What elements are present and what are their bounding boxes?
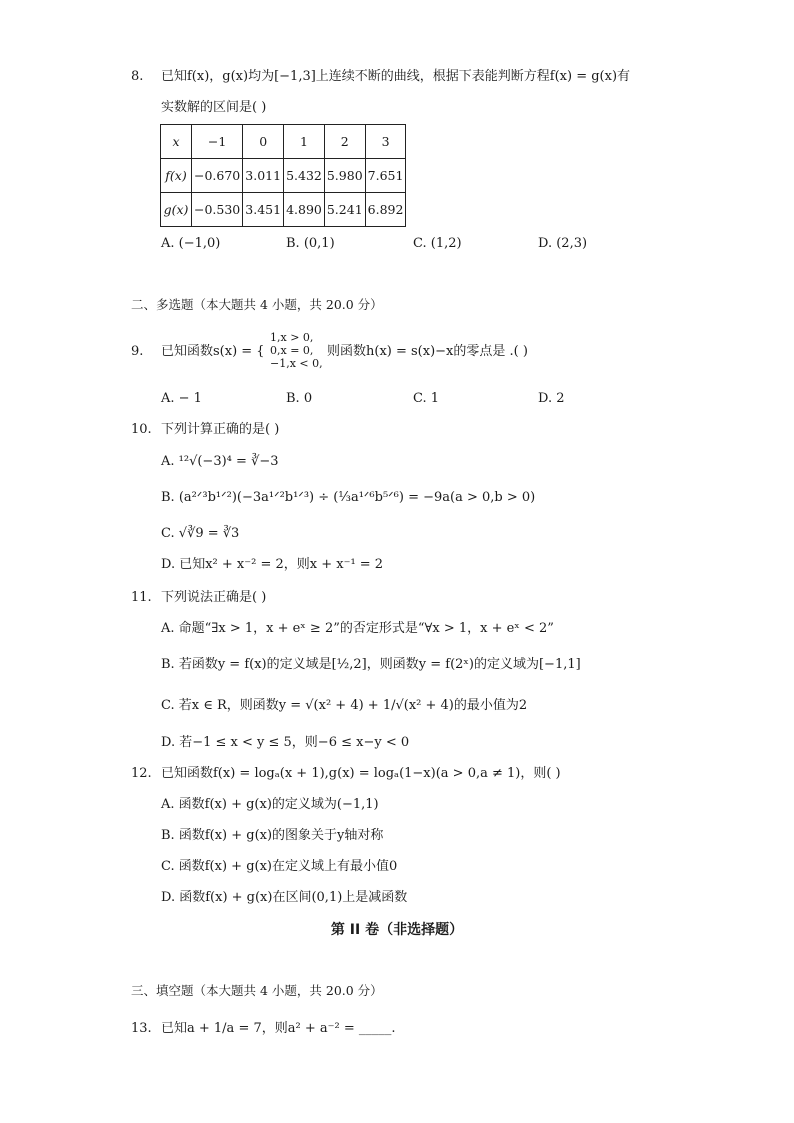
section-heading-fill-in: 三、填空题（本大题共 4 小题，共 20.0 分）	[131, 983, 383, 998]
table-cell: 2	[324, 125, 365, 159]
table-cell: 0	[243, 125, 284, 159]
table-cell: 3.451	[243, 193, 284, 227]
table-cell: −1	[192, 125, 243, 159]
q11-option-c[interactable]: C. 若x ∈ R，则函数y = √(x² + 4) + 1/√(x² + 4)的最小值为2	[161, 698, 528, 713]
q13-stem[interactable]: 已知a + 1/a = 7，则a² + a⁻² = _____.	[161, 1021, 396, 1036]
q10-option-c[interactable]: C. √∛9 = ∛3	[161, 526, 240, 541]
q12-option-a[interactable]: A. 函数f(x) + g(x)的定义域为(−1,1)	[161, 797, 379, 812]
table-row	[161, 193, 406, 227]
q11-stem: 下列说法正确是( )	[161, 590, 267, 605]
q9-number: 9.	[131, 344, 144, 359]
q9-stem-tail: 则函数h(x) = s(x)−x的零点是 .( )	[327, 344, 528, 359]
q12-option-d[interactable]: D. 函数f(x) + g(x)在区间(0,1)上是减函数	[161, 890, 408, 905]
q11-option-a[interactable]: A. 命题“∃x > 1，x + eˣ ≥ 2”的否定形式是“∀x > 1，x + eˣ < 2”	[161, 621, 554, 636]
table-cell: 4.890	[284, 193, 325, 227]
q12-option-c[interactable]: C. 函数f(x) + g(x)在定义域上有最小值0	[161, 859, 398, 874]
table-row	[161, 159, 406, 193]
q10-option-d[interactable]: D. 已知x² + x⁻² = 2，则x + x⁻¹ = 2	[161, 557, 384, 572]
q13-number: 13.	[131, 1021, 152, 1036]
q12-number: 12.	[131, 766, 152, 781]
q11-option-d[interactable]: D. 若−1 ≤ x < y ≤ 5，则−6 ≤ x−y < 0	[161, 735, 410, 750]
q9-piecewise-cases	[270, 331, 323, 370]
table-row	[161, 125, 406, 159]
q9-stem-lead: 已知函数s(x) = {	[161, 344, 265, 359]
table-cell: 7.651	[365, 159, 406, 193]
q8-number: 8.	[131, 69, 144, 84]
q8-stem-line2: 实数解的区间是( )	[161, 100, 267, 115]
table-cell: 5.980	[324, 159, 365, 193]
table-cell: 1	[284, 125, 325, 159]
q9-option-d[interactable]: D. 2	[538, 391, 565, 406]
q10-number: 10.	[131, 422, 152, 437]
table-cell: f(x)	[161, 159, 192, 193]
table-cell: 5.241	[324, 193, 365, 227]
q8-stem-line1: 已知f(x)，g(x)均为[−1,3]上连续不断的曲线，根据下表能判断方程f(x) = g(x)有	[161, 69, 631, 84]
q9-option-b[interactable]: B. 0	[286, 391, 313, 406]
q9-option-a[interactable]: A. − 1	[161, 391, 202, 406]
table-cell: −0.530	[192, 193, 243, 227]
table-cell: 3.011	[243, 159, 284, 193]
q9-case: 0,x = 0,	[270, 344, 314, 357]
q11-number: 11.	[131, 590, 152, 605]
q12-option-b[interactable]: B. 函数f(x) + g(x)的图象关于y轴对称	[161, 828, 384, 843]
part-two-title: 第 II 卷（非选择题）	[330, 922, 464, 938]
q10-option-b[interactable]: B. (a²ᐟ³b¹ᐟ²)(−3a¹ᐟ²b¹ᐟ³) ÷ (⅓a¹ᐟ⁶b⁵ᐟ⁶) = −9a(a > 0,b > 0)	[161, 490, 536, 505]
q8-value-table	[160, 124, 406, 227]
q10-stem: 下列计算正确的是( )	[161, 422, 280, 437]
table-cell: 6.892	[365, 193, 406, 227]
q9-case: 1,x > 0,	[270, 331, 314, 344]
table-cell: 3	[365, 125, 406, 159]
section-heading-multiple-choice: 二、多选题（本大题共 4 小题，共 20.0 分）	[131, 297, 383, 312]
q9-case: −1,x < 0,	[270, 357, 323, 370]
q8-option-c[interactable]: C. (1,2)	[413, 236, 462, 251]
table-cell: g(x)	[161, 193, 192, 227]
q11-option-b[interactable]: B. 若函数y = f(x)的定义域是[½,2]，则函数y = f(2ˣ)的定义域为[−1,1]	[161, 657, 581, 672]
table-cell: x	[161, 125, 192, 159]
q12-stem: 已知函数f(x) = logₐ(x + 1),g(x) = logₐ(1−x)(a > 0,a ≠ 1)，则( )	[161, 766, 561, 781]
q8-option-a[interactable]: A. (−1,0)	[161, 236, 221, 251]
q10-option-a[interactable]: A. ¹²√(−3)⁴ = ∛−3	[161, 454, 279, 469]
table-cell: −0.670	[192, 159, 243, 193]
q8-option-b[interactable]: B. (0,1)	[286, 236, 335, 251]
q8-option-d[interactable]: D. (2,3)	[538, 236, 588, 251]
q9-option-c[interactable]: C. 1	[413, 391, 440, 406]
table-cell: 5.432	[284, 159, 325, 193]
